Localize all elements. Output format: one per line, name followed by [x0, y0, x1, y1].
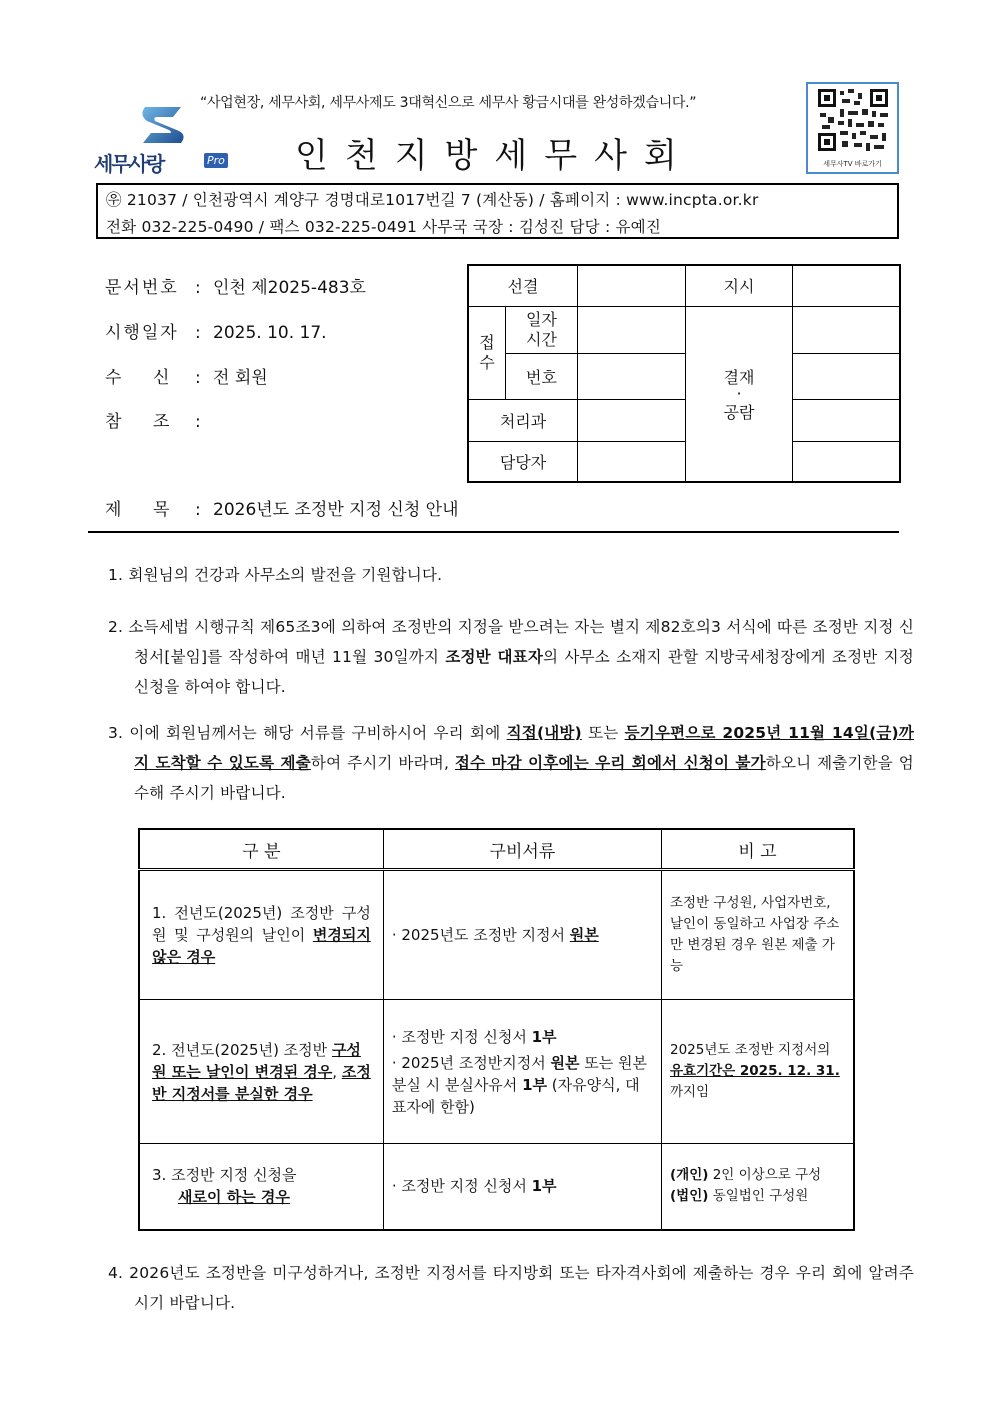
separator: :: [195, 412, 201, 432]
logo-text: 세무사랑: [94, 152, 164, 176]
qr-caption: 세무사TV 바로가기: [823, 160, 882, 168]
approval-field-4[interactable]: [793, 441, 900, 482]
subject-row: [105, 495, 459, 520]
row1-docs-emphasis: 원본: [569, 926, 599, 944]
row2-note-text: 2025년도 조정반 지정서의: [669, 1042, 831, 1058]
p2-text: 2. 소득세법 시행규칙 제65조3에 의하여 조정반의 지정을 받으려는 자는 별지 제82호의3 서식에 따른 조정반 지정 신청서[붙임]를 작성하여 매년 11월 30일까지: [108, 618, 914, 666]
p2-bold: 조정반 대표자: [445, 648, 544, 666]
row2-category-text: 2. 전년도(2025년) 조정반: [152, 1040, 332, 1059]
number-label: 번호: [506, 353, 578, 399]
row2-category-emphasis-1: 구성원 또는 날인이 변경된 경우: [152, 1040, 361, 1081]
paragraph-3: [108, 718, 914, 808]
p3-text: 3. 이에 회원님께서는 해당 서류를 구비하시어 우리 회에: [108, 724, 507, 742]
row2-docs-2-bold-2: 1부: [522, 1075, 547, 1094]
p3-text-3: 하여 주시기 바라며,: [310, 754, 455, 772]
address-line: ㉾ 21037 / 인천광역시 계양구 경명대로1017번길 7 (계산동) / 홈페이지 : www.incpta.or.kr: [106, 191, 759, 209]
doc-number-row: [105, 273, 366, 298]
seongyeol-field[interactable]: [578, 265, 686, 306]
row2-note: [661, 1000, 854, 1144]
row1-documents: [383, 870, 661, 1000]
number-field[interactable]: [578, 353, 686, 399]
row3-note-line-1: [670, 1165, 845, 1186]
row2-note-text-end: 까지임: [669, 1084, 710, 1100]
row1-category-text: 1. 전년도(2025년) 조정반 구성원 및 구성원의 날인이: [152, 904, 371, 944]
recipient-value: 전 회원: [213, 368, 268, 388]
seongyeol-label: 선결: [468, 265, 578, 306]
row3-documents: [383, 1144, 661, 1230]
row3-note-2-bold: (법인): [669, 1188, 709, 1205]
subject-text: 2026년도 조정반 지정 신청 안내: [213, 500, 459, 520]
p3-emphasis-1: 직접(내방): [506, 724, 582, 742]
qr-code-icon: [818, 89, 888, 151]
row3-note: [661, 1144, 854, 1230]
p3-emphasis-2: 등기우편으로 2025년 11월 14일(금)까지 도착할 수 있도록 제출: [134, 724, 914, 772]
p2-text-end: 의 사무소 소재지 관할 지방국세청장에게 조정반 지정 신청을 하여야 합니다.: [134, 648, 914, 696]
row2-category-emphasis-2: 조정반 지정서를 분실한 경우: [152, 1062, 371, 1103]
jisi-field[interactable]: [793, 265, 900, 306]
row3-docs-text: · 조정반 지정 신청서: [391, 1177, 532, 1196]
p3-emphasis-3: 접수 마감 이후에는 우리 회에서 신청이 불가: [454, 754, 766, 772]
row2-docs-1-bold: 1부: [531, 1027, 557, 1046]
doc-number-value: 인천 제2025-483호: [213, 278, 366, 298]
dept-field[interactable]: [578, 399, 686, 441]
phone-line: 전화 032-225-0490 / 팩스 032-225-0491 사무국 국장 : 김성진 담당 : 유예진: [106, 218, 662, 236]
paragraph-4: 4. 2026년도 조정반을 미구성하거나, 조정반 지정서를 타지방회 또는 타자격사회에 제출하는 경우 우리 회에 알려주시기 바랍니다.: [108, 1264, 914, 1312]
row2-category: [139, 1000, 383, 1144]
row3-category-text: 3. 조정반 지정 신청을: [152, 1166, 297, 1185]
row2-docs-2-text-2: 또는 원본 분실 시 분실사유서: [391, 1053, 647, 1094]
logo: [92, 103, 232, 178]
table-row: [139, 1144, 854, 1230]
jisi-label: 지시: [686, 265, 793, 306]
approval-table: [467, 264, 901, 483]
approval-field-3[interactable]: [793, 399, 900, 441]
dot: ·: [736, 383, 742, 403]
row2-docs-item-2: [392, 1052, 653, 1118]
contact-info-box: [96, 183, 899, 239]
row2-note-emphasis: 유효기간은 2025. 12. 31.: [669, 1063, 840, 1079]
subject-label: 제 목: [105, 500, 172, 520]
row2-docs-2-text-3: (자유양식, 대표자에 한함): [391, 1075, 640, 1116]
date-value: 2025. 10. 17.: [213, 323, 327, 343]
reference-row: [105, 407, 213, 432]
row1-note: 조정반 구성원, 사업자번호, 날인이 동일하고 사업장 주소만 변경된 경우 원본 제출 가능: [661, 870, 854, 1000]
row1-category: [139, 870, 383, 1000]
recipient-label: 수 신: [105, 368, 172, 388]
separator: :: [195, 278, 201, 298]
row2-docs-2-text: · 2025년 조정반지정서: [391, 1053, 551, 1072]
requirements-table: [138, 828, 855, 1231]
approval-field-1[interactable]: [793, 306, 900, 353]
row3-docs-bold: 1부: [531, 1177, 557, 1196]
table-row: [139, 870, 854, 1000]
recipient-row: [105, 363, 268, 388]
row1-category-emphasis: 변경되지 않은 경우: [152, 926, 371, 966]
staff-label: 담당자: [468, 441, 578, 482]
gongram-label: 공람: [723, 402, 755, 422]
header-notes: 비 고: [661, 829, 854, 870]
row3-note-line-2: [670, 1186, 845, 1207]
doc-number-label: 문서번호: [105, 278, 179, 298]
table-row: [139, 1000, 854, 1144]
jeopsu-label: 접수: [468, 306, 506, 399]
row2-docs-1-text: · 조정반 지정 신청서: [391, 1027, 532, 1046]
logo-s-icon: [137, 103, 197, 147]
dept-label: 처리과: [468, 399, 578, 441]
row2-category-comma: ,: [332, 1062, 342, 1081]
separator: :: [195, 500, 201, 520]
row3-category-emphasis: 새로이 하는 경우: [178, 1188, 290, 1207]
divider: [88, 531, 899, 533]
qr-code[interactable]: [806, 82, 899, 174]
separator: :: [195, 368, 201, 388]
row2-docs-item-1: [392, 1026, 653, 1048]
paragraph-1: 1. 회원님의 건강과 사무소의 발전을 기원합니다.: [108, 566, 443, 584]
header-documents: 구비서류: [383, 829, 661, 870]
row3-note-1-bold: (개인): [669, 1167, 709, 1184]
gyeoljae-label: 결재: [723, 367, 755, 387]
row3-note-2-text: 동일법인 구성원: [708, 1188, 809, 1205]
datetime-label: 일자 시간: [506, 306, 578, 353]
row2-documents: [383, 1000, 661, 1144]
gyeoljae-cell: [686, 306, 793, 482]
header-category: 구 분: [139, 829, 383, 870]
paragraph-2: [108, 612, 914, 702]
separator: :: [195, 323, 201, 343]
row3-note-1-text: 2인 이상으로 구성: [708, 1167, 822, 1184]
row1-docs-text: · 2025년도 조정반 지정서: [391, 926, 570, 944]
org-title: 인천지방세무사회: [295, 136, 694, 176]
slogan: “사업현장, 세무사회, 세무사제도 3대혁신으로 세무사 황금시대를 완성하겠습니다.”: [200, 95, 697, 111]
p3-text-2: 또는: [581, 724, 625, 742]
datetime-field[interactable]: [578, 306, 686, 353]
row2-docs-2-bold: 원본: [550, 1053, 580, 1072]
approval-field-2[interactable]: [793, 353, 900, 399]
staff-field[interactable]: [578, 441, 686, 482]
logo-pro-badge: Pro: [204, 153, 228, 168]
date-row: [105, 318, 327, 343]
date-label: 시행일자: [105, 323, 179, 343]
reference-label: 참 조: [105, 412, 172, 432]
row3-category: [139, 1144, 383, 1230]
p3-text-4: 하오니 제출기한을 엄수해 주시기 바랍니다.: [134, 754, 914, 802]
